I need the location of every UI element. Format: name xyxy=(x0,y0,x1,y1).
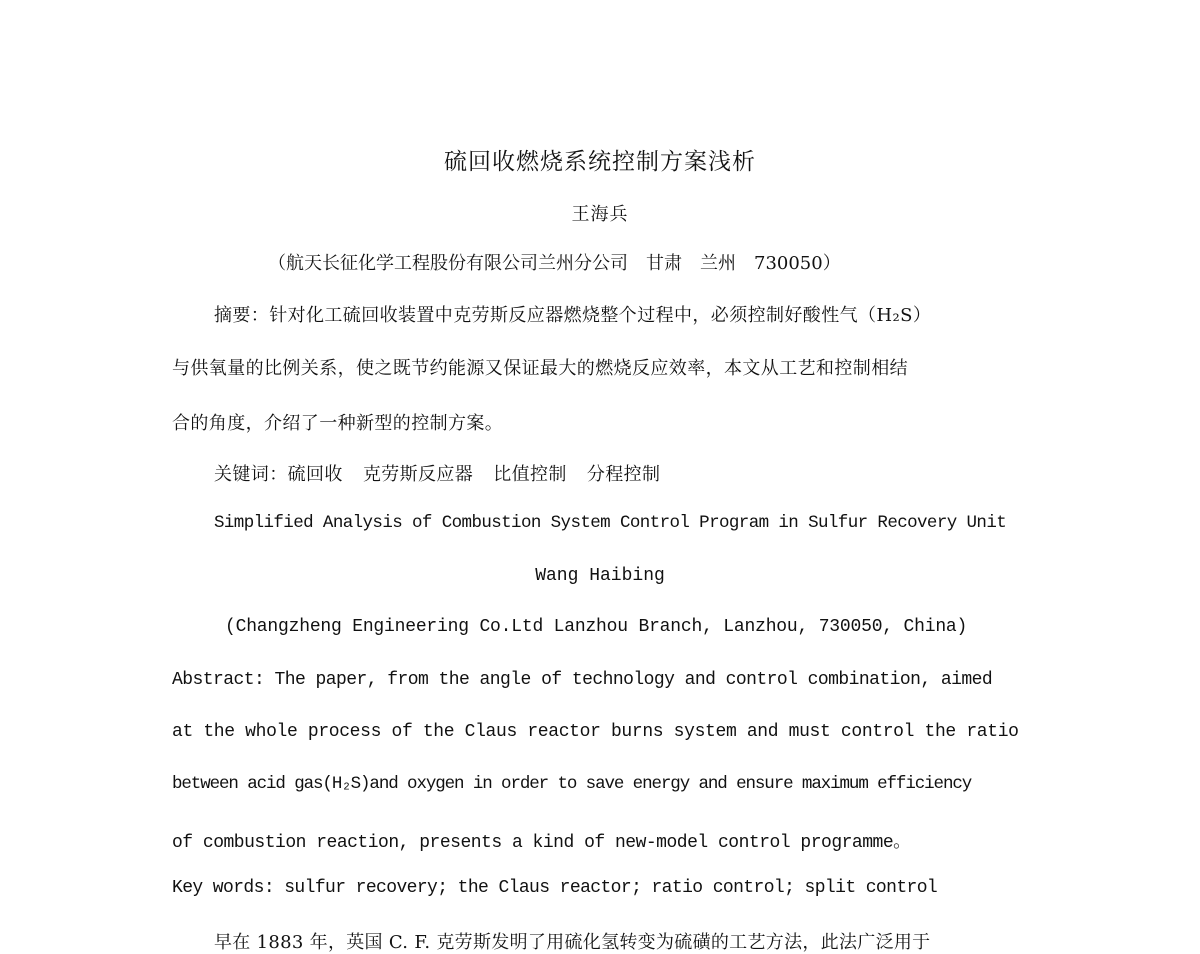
keyword-cn: 比值控制 xyxy=(493,464,567,485)
abstract-en-line-1: Abstract: The paper, from the angle of technology and control combination, aimed xyxy=(172,670,993,690)
keyword-cn: 克劳斯反应器 xyxy=(362,464,474,485)
abstract-en-line-3: between acid gas(H₂S)and oxygen in order to save energy and ensure maximum efficiency xyxy=(172,774,972,794)
keyword-cn: 分程控制 xyxy=(586,464,661,485)
affiliation-en: (Changzheng Engineering Co.Ltd Lanzhou Branch, Lanzhou, 730050, China) xyxy=(225,617,968,637)
keyword-cn: 硫回收 xyxy=(287,464,343,485)
abstract-en-line-2: at the whole process of the Claus reactor burns system and must control the ratio xyxy=(172,722,1019,742)
paper-title-cn: 硫回收燃烧系统控制方案浅析 xyxy=(444,149,756,175)
abstract-cn-text-1: 针对化工硫回收装置中克劳斯反应器燃烧整个过程中，必须控制好酸性气（H₂S） xyxy=(269,305,932,326)
abstract-cn-label: 摘要： xyxy=(214,305,270,326)
keywords-cn-label: 关键词： xyxy=(214,464,288,485)
abstract-cn-line-1 xyxy=(214,301,931,327)
author-en: Wang Haibing xyxy=(535,566,665,586)
affiliation-cn: （航天长征化学工程股份有限公司兰州分公司 甘肃 兰州 730050） xyxy=(268,253,841,274)
keywords-en: Key words: sulfur recovery; the Claus reactor; ratio control; split control xyxy=(172,878,938,898)
author-cn: 王海兵 xyxy=(571,204,629,225)
abstract-cn-line-3: 合的角度，介绍了一种新型的控制方案。 xyxy=(172,413,504,434)
abstract-en-line-4: of combustion reaction, presents a kind of new-model control programme。 xyxy=(172,833,911,853)
keywords-cn xyxy=(214,460,660,486)
paper-title-en: Simplified Analysis of Combustion System Control Program in Sulfur Recovery Unit xyxy=(214,513,1007,533)
body-text-cn: 早在 1883 年，英国 C. F. 克劳斯发明了用硫化氢转变为硫磺的工艺方法，此法广泛用于 xyxy=(214,932,931,953)
abstract-cn-line-2: 与供氧量的比例关系，使之既节约能源又保证最大的燃烧反应效率，本文从工艺和控制相结 xyxy=(172,358,908,379)
